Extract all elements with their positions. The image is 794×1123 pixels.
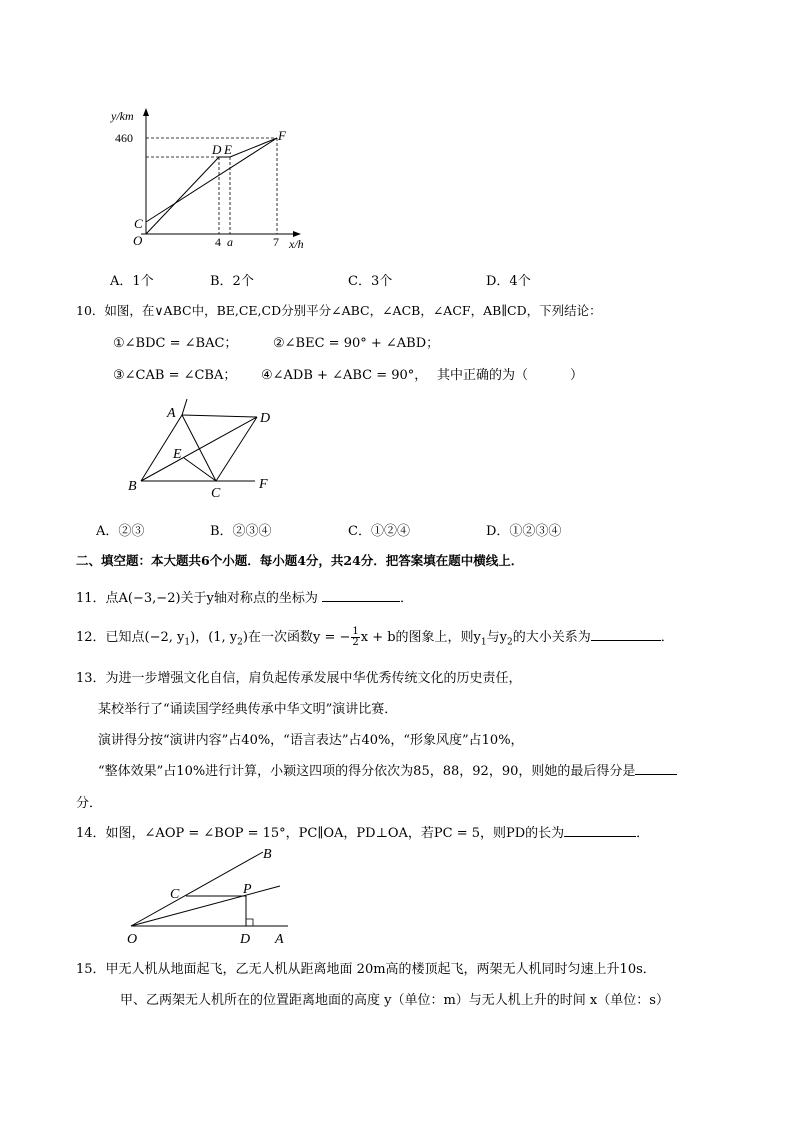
q10-question-text: 其中正确的为（ bbox=[437, 368, 529, 383]
point-D-label: D bbox=[212, 142, 222, 157]
label-A: A bbox=[167, 406, 176, 421]
q10-option-c[interactable]: C．①②④ bbox=[348, 524, 410, 539]
q10-conclusion-3: ③∠CAB = ∠CBA； bbox=[113, 368, 237, 383]
label-E: E bbox=[173, 447, 182, 462]
q10-option-b[interactable]: B．②③④ bbox=[210, 524, 272, 539]
origin-label: O bbox=[133, 233, 143, 248]
q15-line-2: 甲、乙两架无人机所在的位置距离地面的高度 y（单位：m）与无人机上升的时间 x（单位：s） bbox=[120, 993, 669, 1008]
q9-option-b[interactable]: B．2个 bbox=[210, 274, 254, 289]
q9-option-d[interactable]: D．4个 bbox=[486, 274, 531, 289]
ray-OP bbox=[131, 886, 280, 926]
y-axis-label: y/km bbox=[111, 109, 134, 123]
q11 bbox=[76, 587, 413, 606]
point-C-label: C bbox=[134, 216, 143, 231]
segment-AC bbox=[182, 415, 216, 481]
label-O: O bbox=[127, 932, 138, 947]
q12-part-2: )，(1, y bbox=[190, 630, 238, 645]
segment-DC bbox=[216, 417, 257, 481]
q14 bbox=[76, 822, 649, 841]
x-tick-7: 7 bbox=[273, 235, 279, 249]
q12-part-6: 的大小关系为 bbox=[512, 630, 591, 645]
q12-part-5: 与y bbox=[486, 630, 507, 645]
q10-option-a[interactable]: A．②③ bbox=[96, 524, 145, 539]
q10-question bbox=[437, 364, 583, 383]
q11-answer-blank[interactable] bbox=[322, 600, 400, 602]
y-tick-label: 460 bbox=[115, 131, 133, 145]
q13-line-1: 13．为进一步增强文化自信，肩负起传承发展中华优秀传统文化的历史责任， bbox=[76, 671, 522, 686]
q12-frac-den: 2 bbox=[352, 637, 359, 648]
ray-A-up bbox=[182, 399, 187, 415]
q14-answer-blank[interactable] bbox=[564, 835, 636, 837]
q10-conclusion-4: ④∠ADB + ∠ABC = 90°， bbox=[261, 368, 428, 383]
segment-EC bbox=[184, 458, 216, 481]
q9-option-a[interactable]: A．1个 bbox=[110, 274, 154, 289]
label-B: B bbox=[128, 479, 137, 494]
q9-option-c[interactable]: C．3个 bbox=[348, 274, 393, 289]
x-tick-4: 4 bbox=[215, 235, 221, 249]
q12-sub-2: 2 bbox=[237, 637, 243, 648]
q13-line-3: 演讲得分按“演讲内容”占40%，“语言表达”占40%，“形象风度”占10%， bbox=[98, 733, 524, 748]
q10-question-end: ） bbox=[570, 368, 584, 383]
label-D: D bbox=[240, 932, 251, 947]
q12-sub-4: 2 bbox=[506, 637, 513, 648]
q13-line-2: 某校举行了“诵读国学经典传承中华文明”演讲比赛． bbox=[98, 702, 398, 717]
q10-prompt: 10．如图，在∨ABC中，BE,CE,CD分别平分∠ABC，∠ACB，∠ACF，AB∥CD，下列结论： bbox=[76, 303, 602, 318]
q11-text: 11．点A(−3,−2)关于y轴对称点的坐标为 bbox=[76, 591, 318, 606]
q11-end: ． bbox=[400, 591, 414, 606]
q10-option-d[interactable]: D．①②③④ bbox=[486, 524, 562, 539]
right-angle-mark bbox=[246, 919, 253, 926]
q12-part-4: x + b的图象上，则y bbox=[360, 630, 481, 645]
q12-frac-num: 1 bbox=[352, 626, 359, 637]
label-C: C bbox=[170, 887, 180, 902]
point-F-label: F bbox=[278, 128, 286, 143]
point-E-label: E bbox=[224, 142, 232, 157]
y-axis-arrow bbox=[143, 108, 149, 116]
section-2-heading: 二、填空题：本大题共6个小题．每小题4分，共24分．把答案填在题中横线上． bbox=[76, 553, 524, 568]
q14-end: ． bbox=[636, 826, 650, 841]
q12 bbox=[76, 626, 674, 648]
label-P: P bbox=[243, 882, 252, 897]
q12-part-1: 12．已知点(−2, y bbox=[76, 630, 185, 645]
q13-line-4-text: “整体效果”占10%进行计算，小颖这四项的得分依次为85，88，92，90，则她的最后得分是 bbox=[98, 764, 636, 779]
q12-part-3: )在一次函数y = − bbox=[242, 630, 351, 645]
q12-fraction bbox=[351, 627, 359, 648]
q10-conclusion-1: ①∠BDC = ∠BAC； bbox=[113, 336, 238, 351]
label-C: C bbox=[211, 486, 221, 501]
q12-end: ． bbox=[660, 630, 674, 645]
q12-sub-1: 1 bbox=[184, 637, 191, 648]
label-D: D bbox=[260, 411, 271, 426]
line-EF bbox=[230, 138, 277, 157]
q10-conclusion-2: ②∠BEC = 90° + ∠ABD； bbox=[273, 336, 440, 351]
label-A: A bbox=[275, 932, 284, 947]
q10-figure bbox=[120, 395, 290, 505]
segment-BD bbox=[141, 417, 257, 481]
label-B: B bbox=[263, 847, 272, 862]
x-tick-a: a bbox=[227, 235, 233, 249]
q14-figure bbox=[120, 843, 300, 948]
q13-line-4 bbox=[98, 760, 677, 779]
q13-line-5: 分． bbox=[76, 796, 103, 811]
q12-sub-3: 1 bbox=[480, 637, 487, 648]
label-F: F bbox=[259, 477, 268, 492]
x-axis-label: x/h bbox=[289, 237, 304, 251]
q12-answer-blank[interactable] bbox=[591, 639, 661, 641]
segment-AD bbox=[182, 415, 257, 417]
q14-text: 14．如图，∠AOP = ∠BOP = 15°，PC∥OA，PD⊥OA，若PC = 5，则PD的长为 bbox=[76, 826, 565, 841]
line-OD bbox=[146, 157, 219, 234]
q13-answer-blank[interactable] bbox=[635, 773, 677, 775]
q9-graph bbox=[105, 102, 320, 252]
q15-line-1: 15．甲无人机从地面起飞，乙无人机从距离地面 20m高的楼顶起飞，两架无人机同时匀速上升10s． bbox=[76, 962, 656, 977]
